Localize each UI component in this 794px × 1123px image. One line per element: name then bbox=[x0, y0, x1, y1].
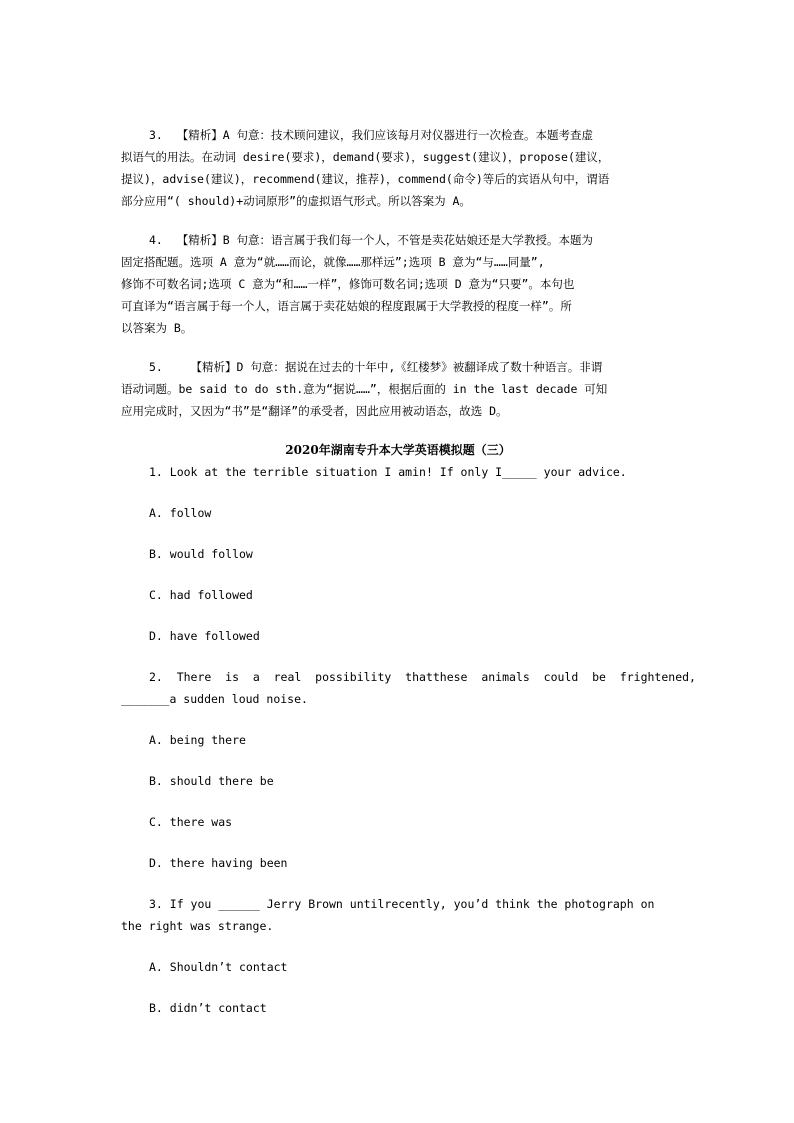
text-line: 修饰不可数名词;选项 C 意为“和……一样”，修饰可数名词;选项 D 意为“只要”。本句也 bbox=[121, 277, 575, 291]
analysis-3 bbox=[121, 124, 675, 212]
document-page bbox=[121, 124, 696, 1019]
question-text: 1. Look at the terrible situation I amin! If only I_____ your advice. bbox=[149, 465, 627, 479]
text-line: 以答案为 B。 bbox=[121, 321, 193, 335]
option: D. have followed bbox=[149, 629, 260, 643]
text-line: 拟语气的用法。在动词 desire(要求)，demand(要求)，suggest(建议)，propose(建议， bbox=[121, 150, 610, 164]
option: B. didn’t contact bbox=[149, 1001, 267, 1015]
question-text: 3. If you ______ Jerry Brown untilrecently, you’d think the photograph on bbox=[149, 897, 655, 911]
analysis-5 bbox=[121, 356, 675, 422]
option: B. would follow bbox=[149, 547, 253, 561]
option: A. Shouldn’t contact bbox=[149, 960, 288, 974]
question-text: the right was strange. bbox=[121, 919, 274, 933]
section-title: 2020年湖南专升本大学英语模拟题（三） bbox=[285, 443, 511, 457]
question-text: 2. There is a real possibility thatthese animals could be frightened, bbox=[149, 670, 696, 684]
text-line: 4. 【精析】B 句意：语言属于我们每一个人，不管是卖花姑娘还是大学教授。本题为 bbox=[149, 233, 594, 247]
option: A. follow bbox=[149, 506, 212, 520]
text-line: 3. 【精析】A 句意：技术顾问建议，我们应该每月对仪器进行一次检查。本题考查虚 bbox=[149, 128, 594, 142]
text-line: 应用完成时，又因为“书”是“翻译”的承受者，因此应用被动语态，故选 D。 bbox=[121, 404, 508, 418]
question-1 bbox=[121, 461, 675, 647]
analysis-4 bbox=[121, 229, 675, 339]
question-3 bbox=[121, 893, 675, 1019]
text-line: 5. 【精析】D 句意：据说在过去的十年中,《红楼梦》被翻译成了数十种语言。非谓 bbox=[149, 360, 603, 374]
text-line: 部分应用“( should)+动词原形”的虚拟语气形式。所以答案为 A。 bbox=[121, 194, 471, 208]
question-text: _______a sudden loud noise. bbox=[121, 692, 308, 706]
option: A. being there bbox=[149, 733, 246, 747]
option: D. there having been bbox=[149, 856, 288, 870]
text-line: 固定搭配题。选项 A 意为“就……而论，就像……那样远”;选项 B 意为“与……同量”, bbox=[121, 255, 545, 269]
text-line: 语动词题。be said to do sth.意为“据说……”，根据后面的 in the last decade 可知 bbox=[121, 382, 608, 396]
text-line: 可直译为“语言属于每一个人，语言属于卖花姑娘的程度跟属于大学教授的程度一样”。所 bbox=[121, 299, 572, 313]
text-line: 提议)，advise(建议)，recommend(建议，推荐)，commend(命令)等后的宾语从句中，谓语 bbox=[121, 172, 610, 186]
option: B. should there be bbox=[149, 774, 274, 788]
option: C. there was bbox=[149, 815, 233, 829]
option: C. had followed bbox=[149, 588, 253, 602]
question-2 bbox=[121, 666, 696, 874]
